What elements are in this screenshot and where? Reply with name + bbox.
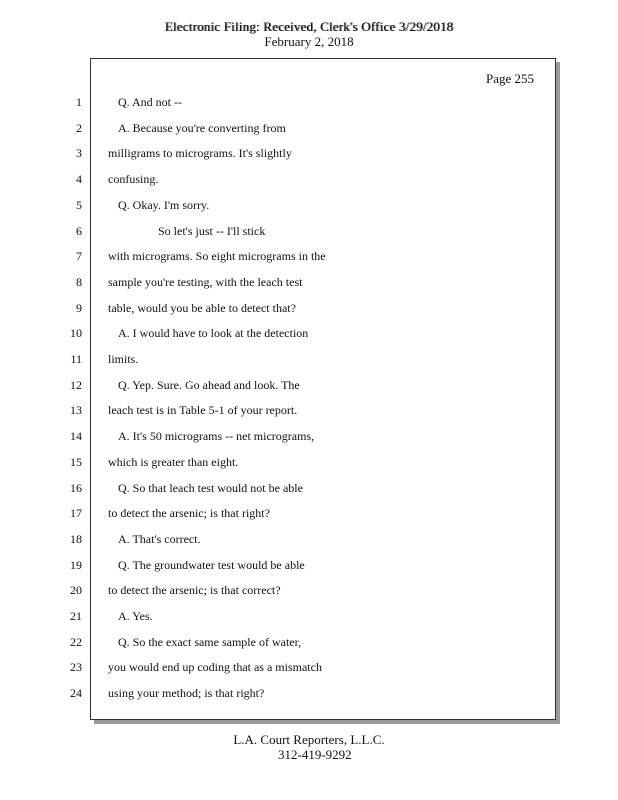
line-number: 24 — [70, 686, 82, 700]
line-number: 6 — [76, 224, 82, 238]
line-number: 20 — [70, 583, 82, 597]
line-number: 2 — [76, 121, 82, 135]
line-number: 13 — [70, 403, 82, 417]
line-number: 21 — [70, 609, 82, 623]
line-number: 12 — [70, 378, 82, 392]
transcript-line: Q. So the exact same sample of water, — [118, 635, 302, 649]
electronic-filing-stamp — [0, 20, 618, 34]
line-number: 1 — [76, 95, 82, 109]
electronic-filing-stamp-text: Electronic Filing: Received, Clerk's Office 3/29/2018 Electronic Filing: Received, Clerk's Office 3/29/2018 — [165, 20, 454, 34]
court-reporter-name: L.A. Court Reporters, L.L.C. — [233, 732, 385, 747]
line-number: 7 — [76, 249, 82, 263]
transcript-line: which is greater than eight. — [108, 455, 239, 469]
transcript-date: February 2, 2018 — [264, 34, 354, 49]
transcript-line: leach test is in Table 5-1 of your report. — [108, 403, 298, 417]
line-number: 14 — [70, 429, 82, 443]
line-number: 19 — [70, 558, 82, 572]
transcript-line: with micrograms. So eight micrograms in the — [108, 249, 326, 263]
transcript-line: Q. And not -- — [118, 95, 182, 109]
line-number: 17 — [70, 506, 82, 520]
transcript-line: to detect the arsenic; is that correct? — [108, 583, 281, 597]
court-reporter-phone: 312-419-9292 — [278, 747, 352, 762]
transcript-line: limits. — [108, 352, 139, 366]
transcript-line: milligrams to micrograms. It's slightly — [108, 146, 292, 160]
transcript-line: A. It's 50 micrograms -- net micrograms, — [118, 429, 315, 443]
line-number: 3 — [76, 146, 82, 160]
line-number: 23 — [70, 660, 82, 674]
page-number: Page 255 — [485, 71, 534, 86]
transcript-line: Q. So that leach test would not be able — [118, 481, 303, 495]
line-number: 22 — [70, 635, 82, 649]
transcript-line: A. Because you're converting from — [118, 121, 286, 135]
transcript-line: Q. Okay. I'm sorry. — [118, 198, 210, 212]
transcript-line: Q. The groundwater test would be able — [118, 558, 305, 572]
transcript-line: confusing. — [108, 172, 159, 186]
line-number: 9 — [76, 301, 82, 315]
transcript-line: Q. Yep. Sure. Go ahead and look. The — [118, 378, 300, 392]
line-number: 16 — [70, 481, 82, 495]
transcript-line: to detect the arsenic; is that right? — [108, 506, 270, 520]
transcript-line: A. Yes. — [118, 609, 153, 623]
transcript-line: table, would you be able to detect that? — [108, 301, 296, 315]
transcript-line: using your method; is that right? — [108, 686, 265, 700]
line-number: 8 — [76, 275, 82, 289]
transcript-line: A. That's correct. — [118, 532, 201, 546]
transcript-line: So let's just -- I'll stick — [158, 224, 266, 238]
transcript-line: you would end up coding that as a mismatch — [108, 660, 322, 674]
transcript-line: A. I would have to look at the detection — [118, 326, 309, 340]
line-number: 18 — [70, 532, 82, 546]
line-number: 4 — [76, 172, 82, 186]
line-number: 5 — [76, 198, 82, 212]
transcript-line: sample you're testing, with the leach test — [108, 275, 303, 289]
line-number: 10 — [70, 326, 82, 340]
line-number: 15 — [70, 455, 82, 469]
line-number: 11 — [70, 352, 82, 366]
